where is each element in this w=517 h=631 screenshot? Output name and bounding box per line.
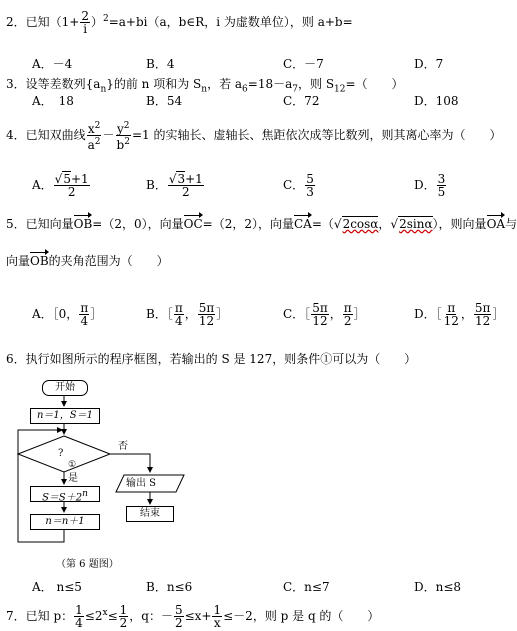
flow-end: 结束 [126, 506, 174, 522]
flowchart [14, 372, 214, 572]
flow-caption: （第 6 题图） [56, 559, 119, 570]
condition-diamond [18, 436, 110, 472]
q4-option-b[interactable]: B． $\frac{√3+1}{2}$ [146, 172, 203, 199]
flowchart-lines [14, 372, 214, 572]
q6-option-d[interactable]: D．n≤8 [414, 580, 462, 594]
q4-option-d[interactable]: D． $\frac{3}{5}$ [414, 172, 446, 199]
q5-option-b[interactable]: B．［ $\frac{\pi}{4}$ ， $\frac{5\pi}{12}$ ］ [146, 301, 229, 328]
q4-stem: 4．已知双曲线 $\frac{x^2}{a^2}$ － $\frac{y^2}{b^2}$ =1 的实轴长、虚轴长、焦距依次成等比数列，则其离心率为（ ） [6, 121, 502, 152]
q4-option-c[interactable]: C． $\frac{5}{3}$ [283, 172, 314, 199]
flow-init: n＝1，S＝1 [30, 408, 100, 424]
q2-option-d[interactable]: D．7 [414, 57, 444, 71]
q6-option-a[interactable]: A． n≤5 [32, 580, 82, 594]
q6-option-b[interactable]: B．n≤6 [146, 580, 193, 594]
flow-cond-num: ① [68, 460, 77, 470]
q3-option-b[interactable]: B．54 [146, 94, 183, 108]
q3-option-c[interactable]: C．72 [283, 94, 320, 108]
q2-fraction: $\frac{2}{i}$ [81, 9, 89, 36]
flow-start: 开始 [42, 380, 88, 396]
q5-option-d[interactable]: D．［ $\frac{\pi}{12}$ ， $\frac{5\pi}{12}$ ］ [414, 301, 505, 328]
q5-stem-line1: 5．已知向量OB=（2，0），向量OC=（2，2），向量CA=（√2cosα，√2sinα），则向量OA与 [6, 217, 517, 231]
q2-stem: 2．已知（1+ $\frac{2}{i}$ ）$^2$=a+bi（a，b∈R，i 为虚数单位），则 a+b= [6, 9, 353, 36]
q3-option-a[interactable]: A． 18 [32, 94, 74, 108]
q5-stem-line2: 向量OB的夹角范围为（ ） [6, 254, 169, 268]
flow-output: 输出 S [126, 478, 157, 489]
condition-marker: ① [320, 352, 333, 366]
q2-option-c[interactable]: C．－7 [283, 57, 324, 71]
q6-stem: 6．执行如图所示的程序框图，若输出的 S 是 127，则条件①可以为（ ） [6, 352, 417, 366]
flow-assign-s: S＝S＋2n [30, 486, 100, 502]
q6-option-c[interactable]: C．n≤7 [283, 580, 330, 594]
q5-option-c[interactable]: C．［ $\frac{5\pi}{12}$ ， $\frac{\pi}{2}$ ］ [283, 301, 366, 328]
q4-option-a[interactable]: A． $\frac{√5+1}{2}$ [32, 172, 89, 199]
q3-stem: 3．设等差数列$\{a_n\}$的前 n 项和为 $S_n$，若 $a_6=18-a_7$，则 $S_{12}=$（ ） [6, 77, 404, 95]
q2-option-b[interactable]: B．4 [146, 57, 175, 71]
flow-yes: 是 [68, 473, 78, 484]
flow-assign-n: n＝n＋1 [30, 514, 100, 530]
q2-option-a[interactable]: A．－4 [32, 57, 73, 71]
q2-num: 2．已知（1+ [6, 15, 80, 29]
flow-cond: ? [58, 448, 64, 459]
q5-option-a[interactable]: A．［0， $\frac{\pi}{4}$ ］ [32, 301, 103, 328]
flow-no: 否 [118, 441, 128, 452]
q3-option-d[interactable]: D．108 [414, 94, 459, 108]
q7-stem: 7．已知 p： $\frac{1}{4}$ $\le 2^x\le$ $\frac{1}{2}$ ，q：－ $\frac{5}{2}$ ≤x+ $\frac{1}{x}$ ≤－2，则 p 是 q 的（ ） [6, 603, 380, 630]
